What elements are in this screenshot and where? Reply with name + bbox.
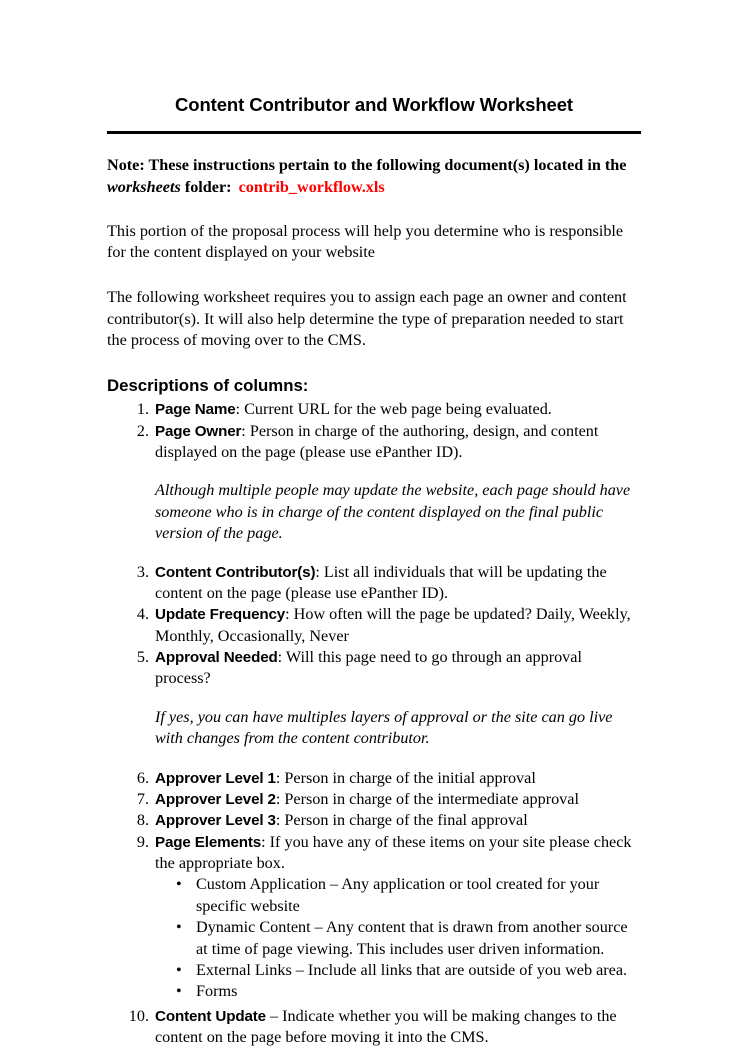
list-item-number: 3.	[136, 562, 149, 581]
column-descriptions-list-part3	[107, 768, 641, 875]
list-item-number: 6.	[136, 768, 149, 787]
callout-page-owner-note: Although multiple people may update the website, each page should have someone who is in charge of the content displayed on the final public version of the page.	[155, 481, 631, 543]
list-item	[107, 421, 641, 464]
list-item-text: Dynamic Content – Any content that is drawn from another source at time of page viewing. This includes user driven information.	[196, 918, 628, 958]
list-item-label: Content Contributor(s)	[155, 563, 316, 581]
list-item	[107, 1006, 641, 1048]
list-item-text: – Indicate whether you will be making changes to the content on the page before moving it into the CMS.	[155, 1006, 617, 1047]
list-item-label: Page Owner	[155, 422, 242, 440]
intro-paragraph-2: The following worksheet requires you to assign each page an owner and content contributor(s). It will also help determine the type of preparation needed to start the process of moving over to the CMS.	[107, 288, 627, 350]
list-item	[107, 789, 641, 810]
list-item-text: : Will this page need to go through an approval process?	[155, 648, 582, 688]
list-item	[176, 981, 641, 1002]
list-item	[107, 768, 641, 789]
list-item	[107, 810, 641, 831]
bullet-icon: •	[176, 875, 182, 894]
list-item-number: 10.	[128, 1006, 149, 1025]
callout-approval-note: If yes, you can have multiples layers of approval or the site can go live with changes from the content contributor.	[155, 707, 613, 748]
worksheet-filename: contrib_workflow.xls	[238, 177, 385, 196]
list-item	[107, 562, 641, 605]
list-item-label: Approval Needed	[155, 649, 278, 667]
list-item-label: Page Name	[155, 401, 236, 419]
list-item-label: Content Update	[155, 1007, 266, 1025]
list-item-label: Page Elements	[155, 833, 262, 851]
list-item	[107, 647, 641, 690]
section-heading-descriptions: Descriptions of columns:	[107, 376, 309, 396]
column-descriptions-list-part1	[107, 399, 641, 463]
document-content	[107, 94, 641, 1048]
title-divider	[107, 131, 641, 134]
list-item	[107, 399, 641, 420]
page-title: Content Contributor and Workflow Worksheet	[175, 94, 573, 115]
list-item-label: Approver Level 2	[155, 790, 276, 808]
list-item	[176, 917, 641, 960]
list-item	[107, 832, 641, 875]
note-lead-text: Note: These instructions pertain to the following document(s) located in the	[107, 156, 627, 175]
list-item	[107, 604, 641, 647]
column-descriptions-list-part2	[107, 562, 641, 690]
list-item-text: Forms	[196, 982, 238, 1001]
note-paragraph	[107, 155, 641, 198]
list-item-text: : Person in charge of the authoring, design, and content displayed on the page (please use ePanther ID).	[155, 421, 599, 462]
bullet-icon: •	[176, 960, 182, 979]
list-item-number: 9.	[136, 832, 149, 851]
list-item-label: Approver Level 3	[155, 812, 276, 830]
list-item-text: : Current URL for the web page being evaluated.	[235, 400, 552, 419]
list-item-number: 1.	[136, 400, 149, 419]
list-item	[176, 874, 641, 917]
list-item-text: : Person in charge of the intermediate approval	[275, 789, 579, 808]
list-item-number: 7.	[136, 789, 149, 808]
list-item-text: Custom Application – Any application or tool created for your specific website	[196, 875, 600, 915]
list-item-number: 4.	[136, 605, 149, 624]
bullet-icon: •	[176, 918, 182, 937]
list-item-text: : If you have any of these items on your site please check the appropriate box.	[155, 832, 632, 873]
note-folder-name: worksheets	[107, 177, 181, 196]
note-folder-label: folder:	[184, 177, 232, 196]
list-item-label: Approver Level 1	[155, 769, 276, 787]
list-item-text: : Person in charge of the initial approval	[275, 768, 536, 787]
list-item-text: : List all individuals that will be updating the content on the page (please use ePanther ID).	[155, 562, 607, 602]
list-item-text: : How often will the page be updated? Daily, Weekly, Monthly, Occasionally, Never	[155, 605, 631, 645]
list-item-number: 2.	[136, 421, 149, 440]
list-item	[176, 960, 641, 981]
list-item-number: 8.	[136, 811, 149, 830]
bullet-icon: •	[176, 982, 182, 1001]
list-item-text: : Person in charge of the final approval	[275, 811, 528, 830]
intro-paragraph-1: This portion of the proposal process will help you determine who is responsible for the content displayed on your website	[107, 221, 624, 262]
list-item-label: Update Frequency	[155, 606, 286, 624]
list-item-number: 5.	[136, 648, 149, 667]
list-item-text: External Links – Include all links that are outside of you web area.	[196, 960, 628, 979]
page-elements-bullet-list	[107, 874, 641, 1002]
column-descriptions-list-part4	[107, 1006, 641, 1048]
